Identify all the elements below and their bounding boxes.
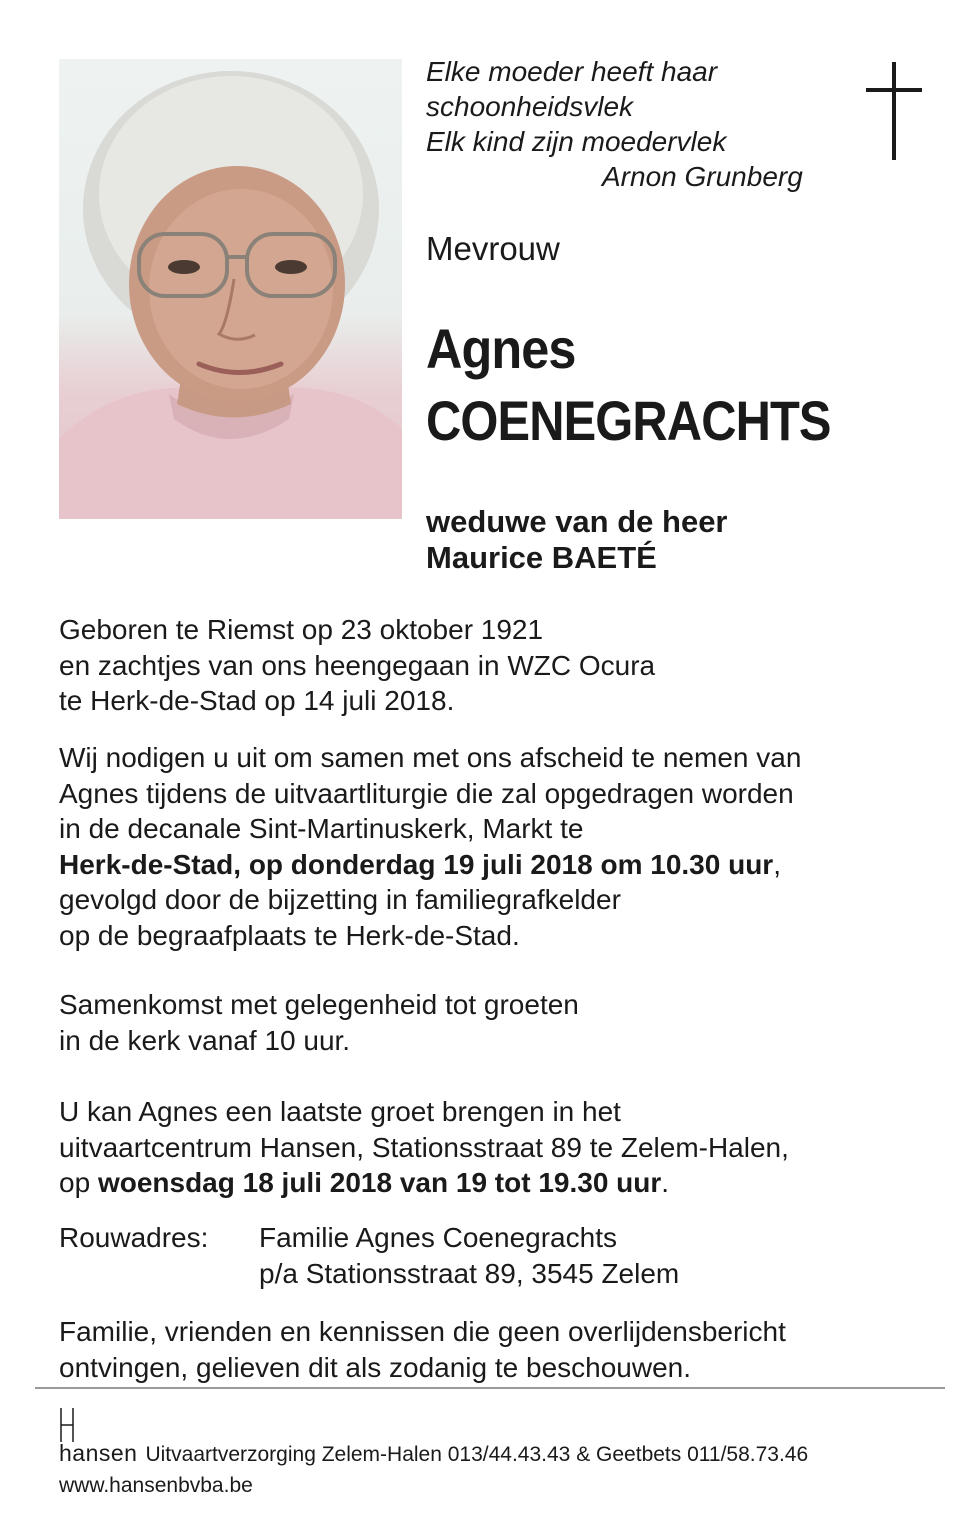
portrait-photo xyxy=(59,59,402,519)
punctuation: . xyxy=(661,1167,670,1198)
text-line: Wij nodigen u uit om samen met ons afscheid te nemen van xyxy=(59,742,802,773)
deceased-first-name: Agnes xyxy=(426,317,576,380)
spouse-info xyxy=(426,504,728,576)
text-line: en zachtjes van ons heengegaan in WZC Ocura xyxy=(59,649,656,681)
text-line: te Herk-de-Stad op 14 juli 2018. xyxy=(59,685,455,716)
text-line xyxy=(59,847,801,883)
mourning-address xyxy=(259,1220,679,1291)
footer-contact xyxy=(59,1440,808,1467)
address-label: Rouwadres: xyxy=(59,1222,209,1253)
text-line: Familie, vrienden en kennissen die geen overlijdensbericht xyxy=(59,1316,786,1347)
gathering-paragraph xyxy=(59,987,579,1058)
spouse-name: Maurice BAETÉ xyxy=(426,540,657,575)
quote-author: Arnon Grunberg xyxy=(602,161,803,192)
punctuation: , xyxy=(773,848,781,880)
text-line: U kan Agnes een laatste groet brengen in het xyxy=(59,1096,621,1127)
quote-line: schoonheidsvlek xyxy=(426,91,634,122)
text-line: ontvingen, gelieven dit als zodanig te beschouwen. xyxy=(59,1351,691,1383)
honorific: Mevrouw xyxy=(426,230,560,267)
memorial-quote xyxy=(426,54,856,194)
quote-line: Elke moeder heeft haar xyxy=(426,56,718,87)
funeral-datetime: Herk-de-Stad, op donderdag 19 juli 2018 om 10.30 uur xyxy=(59,848,774,880)
text-line: op de begraafplaats te Herk-de-Stad. xyxy=(59,919,520,951)
funeral-paragraph xyxy=(59,740,801,953)
portrait-illustration xyxy=(59,59,402,519)
text-line: Agnes tijdens de uitvaartliturgie die zal opgedragen worden xyxy=(59,777,794,809)
visitation-datetime: woensdag 18 juli 2018 van 19 tot 19.30 uur xyxy=(97,1167,662,1198)
text-line: in de kerk vanaf 10 uur. xyxy=(59,1024,351,1056)
quote-line: Elk kind zijn moedervlek xyxy=(426,126,727,157)
text-line: Familie Agnes Coenegrachts xyxy=(259,1222,617,1253)
text-line: Geboren te Riemst op 23 oktober 1921 xyxy=(59,614,544,645)
cross-icon xyxy=(866,62,922,160)
deceased-last-name: COENEGRACHTS xyxy=(426,389,831,452)
footer-divider xyxy=(35,1387,945,1389)
footer-website: www.hansenbvba.be xyxy=(59,1474,253,1497)
text-line: gevolgd door de bijzetting in familiegrafkelder xyxy=(59,884,621,915)
text-fragment: op xyxy=(59,1167,98,1198)
birth-death-paragraph xyxy=(59,612,655,719)
visitation-paragraph xyxy=(59,1094,789,1201)
text-line: p/a Stationsstraat 89, 3545 Zelem xyxy=(259,1257,680,1289)
text-line: in de decanale Sint-Martinuskerk, Markt te xyxy=(59,813,584,844)
footer-brand: hansen xyxy=(59,1440,138,1466)
spouse-line: weduwe van de heer xyxy=(426,504,728,539)
text-line: uitvaartcentrum Hansen, Stationsstraat 89 te Zelem-Halen, xyxy=(59,1131,789,1163)
footer-text: Uitvaartverzorging Zelem-Halen 013/44.43.43 & Geetbets 011/58.73.46 xyxy=(145,1443,809,1466)
closing-paragraph xyxy=(59,1314,786,1385)
text-line: Samenkomst met gelegenheid tot groeten xyxy=(59,989,579,1020)
text-line xyxy=(59,1165,789,1201)
